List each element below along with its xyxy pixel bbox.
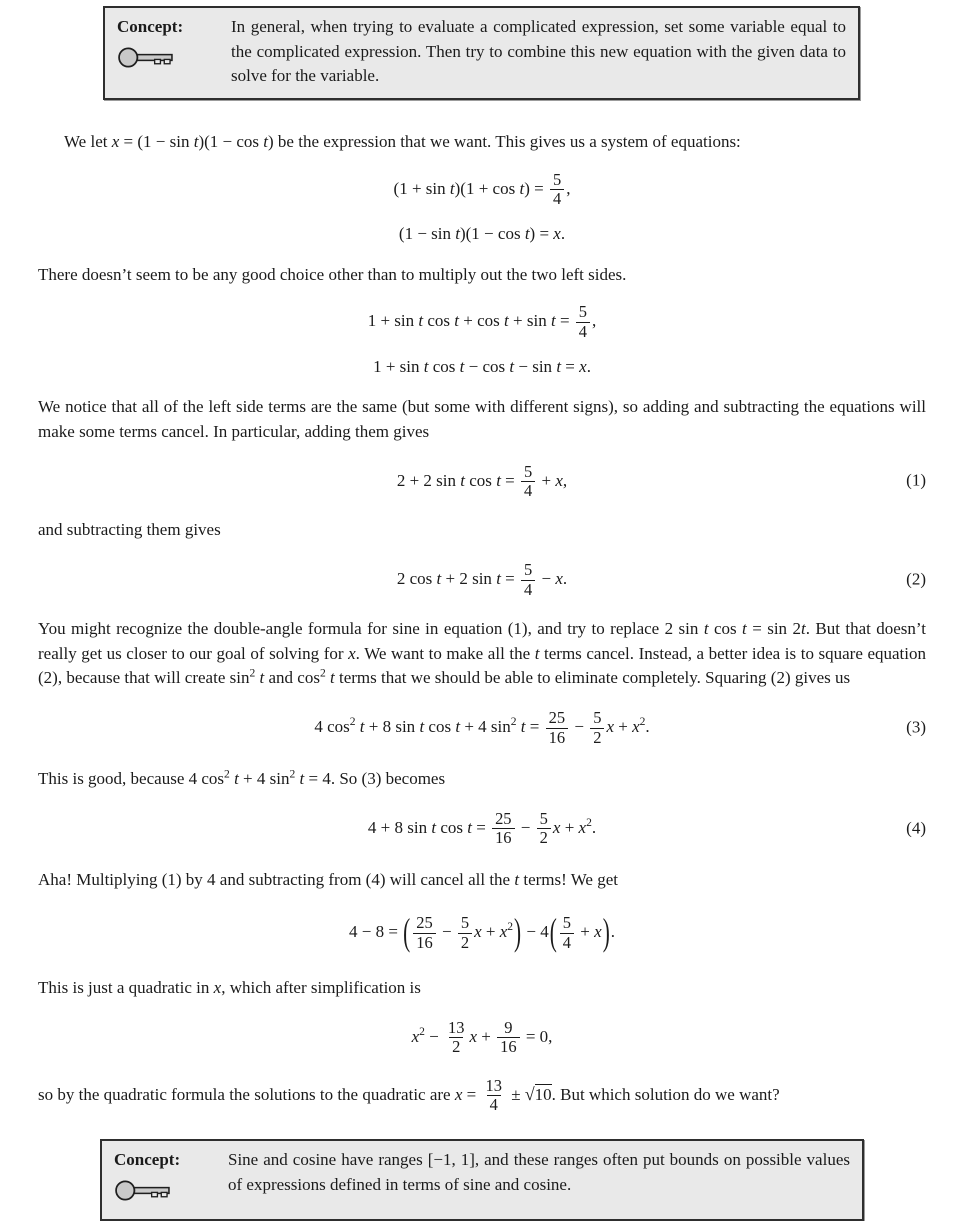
key-icon [114, 1178, 172, 1211]
paragraph-quadratic: This is just a quadratic in x, which after simplification is [38, 978, 421, 998]
equation: 2 cos t + 2 sin t = $\frac{5}{4}$ − x. [396, 560, 568, 599]
equation-system-1 [38, 163, 926, 251]
equation: 2 + 2 sin t cos t = $\frac{5}{4}$ + x, [396, 461, 568, 500]
equation-system-2 [38, 295, 926, 383]
equation: 4 + 8 sin t cos t = $\frac{25}{16}$ − $\frac{5}{2}$ $x + x^2$. [367, 808, 597, 848]
equation: (1 − sin t)(1 − cos t) = x. [398, 224, 566, 244]
concept-label: Concept: [117, 17, 184, 36]
equation: 1 + sin t cos t + cos t + sin t = $\frac{5}{4}$ , [367, 302, 597, 341]
equation-number: (2) [906, 569, 926, 589]
concept-text: In general, when trying to evaluate a complicated expression, set some variable equal to the complicated expression. Then try to combine this new equation with the given data to solve for the variable. [231, 17, 846, 86]
solution-body [0, 130, 960, 1115]
paragraph-multiply: There doesn’t seem to be any good choice other than to multiply out the two left sides. [38, 264, 627, 284]
concept-box-label-column [117, 15, 213, 89]
equation: 1 + sin t cos t − cos t − sin t = x. [373, 356, 591, 376]
equation: $x^2$ − $\frac{13}{2}$ x + $\frac{9}{16}$ = 0, [411, 1018, 553, 1057]
equation-row [38, 295, 926, 349]
paragraph-subtract: and subtracting them gives [38, 520, 221, 540]
concept-box-top [103, 6, 860, 100]
paragraph-solutions: so by the quadratic formula the solutions to the quadratic are x = $\frac{13}{4}$ ± √10. But which solution do we want? [38, 1075, 780, 1115]
concept-text: Sine and cosine have ranges [−1, 1], and these ranges often put bounds on possible values of expressions defined in terms of sine and cosine. [228, 1149, 850, 1194]
equation-quadratic [38, 1011, 926, 1065]
paragraph-recognize: You might recognize the double-angle formula for sine in equation (1), and try to replace 2 sin t cos t = sin 2t. But that doesn’t really get us closer to our goal of solving for x. We want to make all the t terms cancel. Instead, a better idea is to square equation (2), because that will create $\sin^2 t$ and $\cos^2 t$ terms that we should be able to eliminate completely. Squaring (2) gives us [38, 619, 926, 688]
key-icon [117, 45, 175, 78]
paragraph-aha: Aha! Multiplying (1) by 4 and subtracting from (4) will cancel all the t terms! We get [38, 869, 618, 889]
equation-number: (4) [906, 818, 926, 838]
equation-2 [38, 553, 926, 607]
equation: (1 + sin t)(1 + cos t) = $\frac{5}{4}$ , [393, 169, 571, 209]
concept-box-label-column [114, 1148, 210, 1210]
paragraph-good: This is good, because 4 $\cos^2 t + 4$ $\sin^2 t = 4$. So (3) becomes [38, 767, 446, 789]
equation-cancel [38, 902, 926, 964]
textbook-page [0, 6, 960, 1194]
equation-number: (1) [906, 471, 926, 491]
equation-row [38, 163, 926, 217]
equation: 4 − 8 = ( $\frac{25}{16}$ − $\frac{5}{2}$ $x + x^2) - 4$( $\frac{5}{4}$ + x). [348, 909, 616, 954]
paragraph-intro: We let x = (1 − sin t)(1 − cos t) be the expression that we want. This gives us a system of equations: [64, 131, 741, 151]
concept-box-bottom [100, 1139, 864, 1221]
equation-row [38, 351, 926, 383]
equation-number: (3) [906, 717, 926, 737]
equation-4 [38, 802, 926, 856]
equation-row [38, 219, 926, 251]
equation-3 [38, 701, 926, 755]
equation-1 [38, 454, 926, 508]
equation: 4 $\cos^2 t + 8$ sin t cos t + 4 $\sin^2 t$ = $\frac{25}{16}$ − $\frac{5}{2}$ $x + x^2$. [314, 708, 650, 747]
paragraph-notice: We notice that all of the left side terms are the same (but some with different signs), so adding and subtracting the equations will make some terms cancel. In particular, adding them gives [38, 397, 926, 441]
concept-label: Concept: [114, 1149, 181, 1169]
